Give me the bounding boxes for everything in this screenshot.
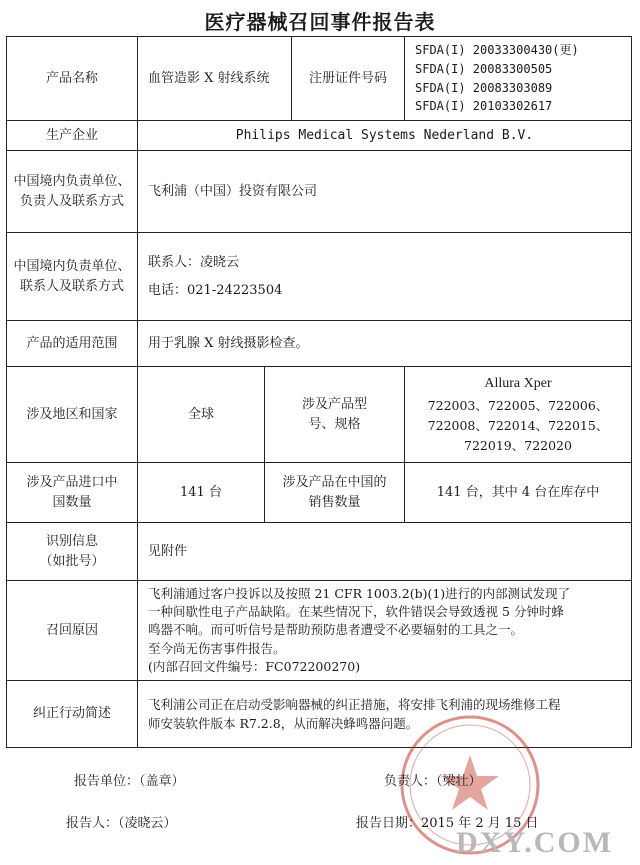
scope-value: 用于乳腺 X 射线摄影检查。 — [138, 321, 631, 367]
sales-quantity-label: 涉及产品在中国的销售数量 — [265, 463, 405, 523]
model-values — [405, 367, 631, 463]
domestic-responsible-label: 中国境内负责单位、负责人及联系方式 — [7, 151, 138, 233]
recall-reason-line: 一种间歇性电子产品缺陷。在某些情况下，软件错误会导致透视 5 分钟时蜂 — [148, 604, 564, 620]
model-codes: 722019、722020 — [464, 437, 572, 453]
corrective-action-line: 飞利浦公司正在启动受影响器械的纠正措施，将安排飞利浦的现场维修工程 — [148, 696, 561, 712]
scope-label: 产品的适用范围 — [7, 321, 138, 367]
recall-reason-line: 飞利浦通过客户投诉以及按照 21 CFR 1003.2(b)(1)进行的内部测试发现了 — [148, 586, 571, 602]
domestic-contact-label: 中国境内负责单位、联系人及联系方式 — [7, 233, 138, 321]
page-title: 医疗器械召回事件报告表 — [204, 10, 436, 34]
recall-reason-line: (内部召回文件编号：FC072200270) — [148, 658, 361, 674]
identification-value: 见附件 — [138, 523, 631, 581]
report-date: 报告日期：2015 年 2 月 15 日 — [356, 816, 539, 831]
model-codes: 722003、722005、722006、 — [427, 397, 609, 413]
registration-number: SFDA(I) 20103302617 — [415, 99, 553, 114]
corrective-action-label: 纠正行动简述 — [7, 681, 138, 747]
corrective-action-text — [138, 681, 631, 747]
region-value: 全球 — [138, 367, 265, 463]
contact-phone: 电话：021-24223504 — [148, 282, 283, 298]
sales-quantity-value: 141 台，其中 4 台在库存中 — [405, 463, 631, 523]
manufacturer-value: Philips Medical Systems Nederland B.V. — [138, 121, 631, 151]
report-table — [6, 36, 632, 748]
recall-reason-text — [138, 581, 631, 681]
reporter: 报告人：（凌晓云） — [66, 816, 177, 831]
model-label: 涉及产品型号、规格 — [265, 367, 405, 463]
recall-reason-line: 鸣器不响。而可听信号是帮助预防患者遭受不必要辐射的工具之一。 — [148, 622, 524, 638]
product-name-label: 产品名称 — [7, 37, 138, 121]
import-quantity-label: 涉及产品进口中国数量 — [7, 463, 138, 523]
watermark: DXY.COM — [456, 826, 614, 859]
recall-reason-label: 召回原因 — [7, 581, 138, 681]
model-series: Allura Xper — [484, 376, 552, 392]
model-codes: 722008、722014、722015、 — [427, 417, 609, 433]
registration-number: SFDA(I) 20083303089 — [415, 80, 553, 95]
registration-number: SFDA(I) 20083300505 — [415, 61, 553, 76]
registration-number: SFDA(I) 20033300430(更) — [415, 43, 579, 58]
product-name-value: 血管造影 X 射线系统 — [138, 37, 292, 121]
region-label: 涉及地区和国家 — [7, 367, 138, 463]
responsible-person: 负责人：（梁壮） — [384, 774, 482, 789]
manufacturer-label: 生产企业 — [7, 121, 138, 151]
corrective-action-line: 师安装软件版本 R7.2.8，从而解决蜂鸣器问题。 — [148, 716, 419, 731]
domestic-contact-value — [138, 233, 631, 321]
registration-values — [405, 37, 631, 121]
import-quantity-value: 141 台 — [138, 463, 265, 523]
contact-person: 联系人：凌晓云 — [148, 255, 240, 271]
identification-label: 识别信息（如批号） — [7, 523, 138, 581]
registration-label: 注册证件号码 — [292, 37, 405, 121]
domestic-responsible-value: 飞利浦（中国）投资有限公司 — [138, 151, 631, 233]
report-unit: 报告单位：（盖章） — [74, 774, 185, 789]
recall-reason-line: 至今尚无伤害事件报告。 — [148, 640, 286, 656]
